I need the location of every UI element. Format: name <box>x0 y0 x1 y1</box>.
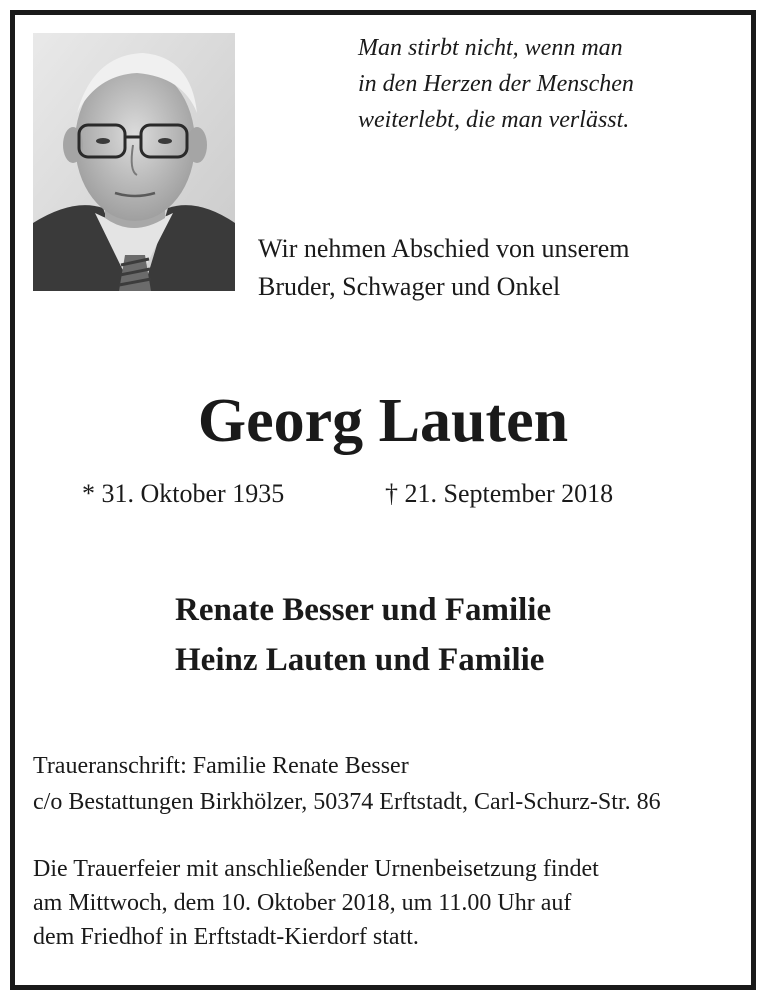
mourning-address <box>33 748 743 820</box>
ceremony-line: Die Trauerfeier mit anschließender Urnenbeisetzung findet <box>33 856 599 882</box>
funeral-ceremony-info <box>33 852 733 954</box>
quote-line: Man stirbt nicht, wenn man <box>358 35 623 61</box>
intro-line: Wir nehmen Abschied von unserem <box>258 234 630 263</box>
quote-line: in den Herzen der Menschen <box>358 71 634 97</box>
birth-date: * 31. Oktober 1935 <box>82 479 285 508</box>
portrait-photo <box>33 33 235 291</box>
intro-line: Bruder, Schwager und Onkel <box>258 272 561 301</box>
ceremony-line: am Mittwoch, dem 10. Oktober 2018, um 11.00 Uhr auf <box>33 890 572 916</box>
life-dates <box>82 477 722 511</box>
mourners-list <box>175 585 735 685</box>
mourner-entry: Renate Besser und Familie <box>175 592 552 628</box>
ceremony-line: dem Friedhof in Erftstadt-Kierdorf statt. <box>33 924 419 950</box>
mourner-entry: Heinz Lauten und Familie <box>175 642 545 678</box>
death-date: † 21. September 2018 <box>385 479 614 508</box>
portrait-photo-image <box>33 33 235 291</box>
deceased-name: Georg Lauten <box>197 387 569 455</box>
farewell-intro <box>258 230 738 306</box>
address-line: Traueranschrift: Familie Renate Besser <box>33 753 409 779</box>
memorial-quote <box>358 30 738 138</box>
address-line: c/o Bestattungen Birkhölzer, 50374 Erftstadt, Carl-Schurz-Str. 86 <box>33 789 661 815</box>
quote-line: weiterlebt, die man verlässt. <box>358 107 630 133</box>
